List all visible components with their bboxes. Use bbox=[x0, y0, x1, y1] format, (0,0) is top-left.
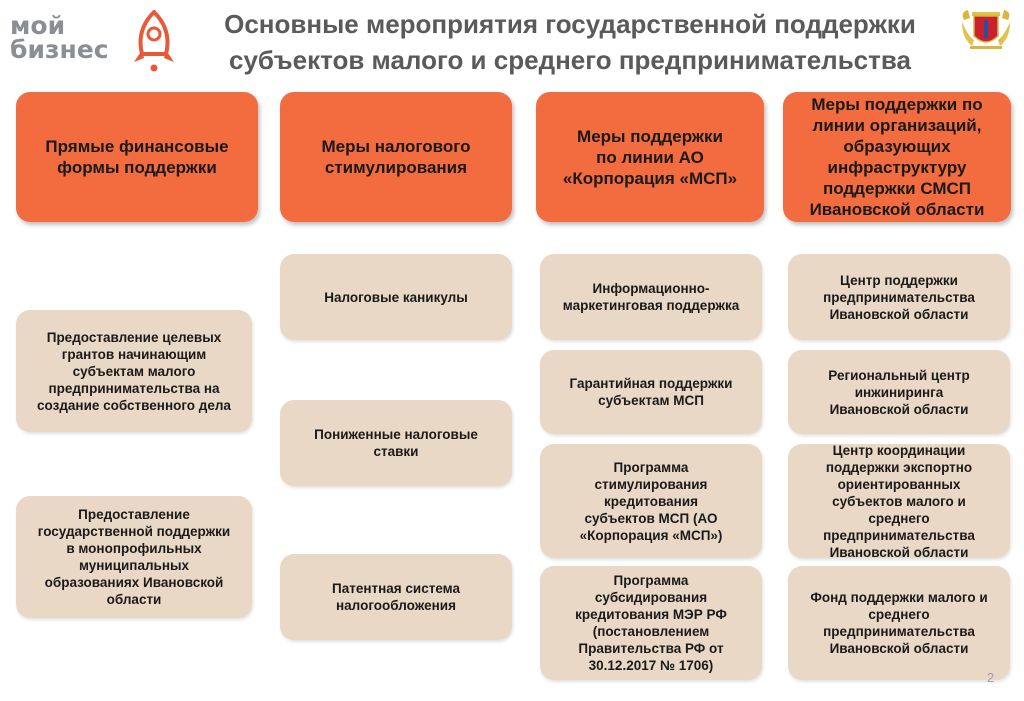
column-header-tax: Меры налогового стимулирования bbox=[280, 92, 512, 222]
column-header-financial: Прямые финансовые формы поддержки bbox=[16, 92, 258, 222]
card-sme-support-fund: Фонд поддержки малого и среднего предпринимательства Ивановской области bbox=[788, 566, 1010, 680]
logo-line2: бизнес bbox=[10, 35, 109, 64]
page-number: 2 bbox=[987, 670, 995, 685]
moi-biznes-logo bbox=[10, 6, 180, 76]
card-engineering-center: Региональный центр инжиниринга Ивановской области bbox=[788, 350, 1010, 434]
card-credit-stimulation: Программа стимулирования кредитования субъектов МСП (АО «Корпорация «МСП») bbox=[540, 444, 762, 558]
card-export-support-center: Центр координации поддержки экспортно ориентированных субъектов малого и среднего предпринимательства Ивановской области bbox=[788, 444, 1010, 558]
card-info-marketing: Информационно- маркетинговая поддержка bbox=[540, 254, 762, 340]
card-reduced-tax-rates: Пониженные налоговые ставки bbox=[280, 400, 512, 486]
column-header-infrastructure: Меры поддержки по линии организаций, образующих инфраструктуру поддержки СМСП Ивановской области bbox=[783, 92, 1011, 222]
card-grants-startups: Предоставление целевых грантов начинающим субъектам малого предпринимательства на создание собственного дела bbox=[16, 310, 252, 432]
rocket-icon bbox=[128, 10, 180, 76]
card-guarantee-support: Гарантийная поддержки субъектам МСП bbox=[540, 350, 762, 434]
card-monotown-support: Предоставление государственной поддержки в монопрофильных муниципальных образованиях Ивановской области bbox=[16, 496, 252, 618]
card-credit-subsidy: Программа субсидирования кредитования МЭР РФ (постановлением Правительства РФ от 30.12.2017 № 1706) bbox=[540, 566, 762, 680]
coat-of-arms-icon bbox=[958, 6, 1014, 52]
page-title: Основные мероприятия государственной поддержки субъектов малого и среднего предпринимательства bbox=[224, 9, 916, 75]
column-header-msp-corporation: Меры поддержки по линии АО «Корпорация «МСП» bbox=[536, 92, 764, 222]
card-tax-holidays: Налоговые каникулы bbox=[280, 254, 512, 340]
logo-line1: мой bbox=[10, 11, 66, 40]
card-business-support-center: Центр поддержки предпринимательства Ивановской области bbox=[788, 254, 1010, 340]
card-patent-system: Патентная система налогообложения bbox=[280, 554, 512, 640]
